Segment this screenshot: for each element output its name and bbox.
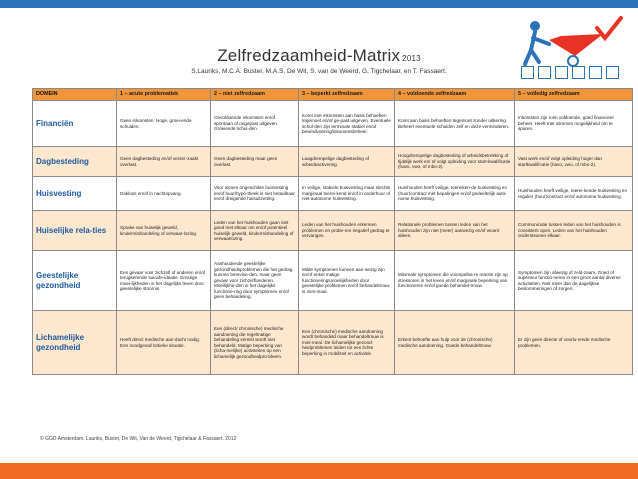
- cell: Geen dagbesteding en/of verzer-zaakt overlast.: [117, 147, 211, 177]
- col-header-4: 4 – voldoende zelfredzaam: [395, 89, 515, 101]
- col-header-2: 2 – niet zelfredzaam: [211, 89, 299, 101]
- page-title: [0, 46, 638, 66]
- cell: Hoogdrempelige dagbesteding of arbeidsbetrekking of tijdelijk werk en/ of volgt opleiding voor start-kwalificatie (havo, vwo, of mbo-2).: [395, 147, 515, 177]
- row-huiselijke-relaties: [33, 211, 633, 251]
- header-row: [33, 89, 633, 101]
- domain-label: Geestelijke gezondheid: [33, 251, 117, 311]
- cell: Communicatie tussen leden van het huishouden is consistent open. Leden van het huishouden ondersteunen elkaar.: [515, 211, 633, 251]
- cell: Een (direct/ chronische) medische aandoening die regelmatige behandeling vereist wordt niet behandeld. Matige beperking van (licha-melijke) activiteiten op een lichamelijk gezondheidpro-bleem.: [211, 311, 299, 375]
- cell: Vast werk en/of volgt opleiding hoger dan startkwalificatie (havo, vwo, of mbo-2).: [515, 147, 633, 177]
- cell: Voor wonen ongeschikte huisvesting en/of huur/hypo-theek is niet betaalbaar en/of dreigende huisuitzetting.: [211, 177, 299, 211]
- title-text: Zelfredzaamheid-Matrix: [217, 46, 401, 65]
- title-year: 2013: [402, 54, 421, 63]
- row-financien: [33, 101, 633, 147]
- cell: Relationele problemen tussen leden van het huishouden zijn niet (meer) aanwezig en/of woont alleen.: [395, 211, 515, 251]
- cell: Een gevaar voor zichzelf of anderen en/of terugkerende suicide-ideatie. Ernstige moei-lijkheden in het dagelijks leven door geestelijke stoornis.: [117, 251, 211, 311]
- cell: Leden van het huishouden gaan niet goed met elkaar om en/of potentieel huiselijk geweld, kindermishandeling of verwaarlozing.: [211, 211, 299, 251]
- domain-label: Dagbesteding: [33, 147, 117, 177]
- col-header-domain: DOMEIN: [33, 89, 117, 101]
- cell: Heeft direct medische aan-dacht nodig. Een noodgeval/ kritieke situatie.: [117, 311, 211, 375]
- row-lichamelijke-gezondheid: [33, 311, 633, 375]
- cell: Erkent behoefte aan hulp voor de (chronische) medische aandoening. Goede behandeltrouw.: [395, 311, 515, 375]
- col-header-3: 3 – beperkt zelfredzaam: [299, 89, 395, 101]
- col-header-5: 5 – volledig zelfredzaam: [515, 89, 633, 101]
- domain-label: Huisvesting: [33, 177, 117, 211]
- cell: Dakloos en/of in nachtopvang.: [117, 177, 211, 211]
- col-header-1: 1 – acute problematiek: [117, 89, 211, 101]
- copyright-footer: © GGD Amsterdam. Lauriks, Buster, De Wit, Van de Weerd, Tigchelaar & Fassaert. 2012: [40, 436, 237, 442]
- cell: Onvoldoende inkomsten en/of spontaan of ongepast uitgeven. Groeiende schul-den.: [211, 101, 299, 147]
- domain-label: Lichamelijke gezondheid: [33, 311, 117, 375]
- row-huisvesting: [33, 177, 633, 211]
- cell: In veilige, stabiele huisvesting maar slechts marginaal toerei-kend en/of in onderhuur of niet-autonome huisvesting.: [299, 177, 395, 211]
- domain-label: Financiën: [33, 101, 117, 147]
- cell: Een (chronische) medische aandoening wordt behandeld maar behandeltrouw is mini-meal. De lichamelijke gezond-heidproblemen leiden tot een lichte beperking in mobiliteit en activiteit.: [299, 311, 395, 375]
- authors-line: S.Lauriks, M.C.A. Buster, M.A.S. De Wit, S. van de Weerd, G. Tigchelaar, en T. Fassaert.: [191, 68, 447, 75]
- cell: Komt aan basis behoeften tegemoet zonder uitkering. Beheert eventuele schulden zelf en deze verminderen.: [395, 101, 515, 147]
- matrix-table: [32, 88, 633, 375]
- cell: Huishouden heeft veilige, toerei-kende huisvesting en regulier (huur)contract en/of autonome huisvesting.: [515, 177, 633, 211]
- cell: Komt met inkomsten aan basis behoeften tegemoet en/of ge-past uitgeven. Eventuele schul-den zijn terminale stabiel en/of bewindvoering/inkomensbeheer.: [299, 101, 395, 147]
- cell: Milde symptomen kunnen aan-wezig zijn en/of enkel matige functioneringsmoeilijkheden door geestelijke problemen en/of behandeltrouw is mini-maal.: [299, 251, 395, 311]
- cell: Aanhoudende geestelijke gezondheidsproblemen die het gedrag kunnen beïnvloe-den, maar geen gevaar voor zichzelf/anderen. Moeilijkhe-den in het dagelijks functione-ring door symptomen en/of geen behandeling.: [211, 251, 299, 311]
- cell: Geen inkomsten. Hoge, groei-ende schulden.: [117, 101, 211, 147]
- cell: Geen dagbesteding maar geen overlast.: [211, 147, 299, 177]
- cell: Er zijn geen directe of voorlu-rende medische problemen.: [515, 311, 633, 375]
- row-geestelijke-gezondheid: [33, 251, 633, 311]
- row-dagbesteding: [33, 147, 633, 177]
- bottom-accent-bar: [0, 463, 638, 479]
- cell: Inkomsten zijn ruim voldoende, goed financieel beheer. Heeft met inkomen mogelijkheid om te sparen.: [515, 101, 633, 147]
- cell: Leden van het huishouden erkennen problemen en probe-ren negatief gedrag te vervangen.: [299, 211, 395, 251]
- cell: Symptomen zijn afwezig of zeld-zaam. Goed of superieur functio-neren in een groot aantal diverse activiteiten. Niet meer dan de dagelijkse beslommeringen of zorgen.: [515, 251, 633, 311]
- top-accent-bar: [0, 0, 638, 8]
- cell: Huishouden heeft veilige, toereiken-de huisvesting en (huur)contract met bepalingen en/of gedeeltelijk auto-nome huisvesting.: [395, 177, 515, 211]
- cell: Sprake van huiselijk geweld, kindermishandeling of verwaar-lozing.: [117, 211, 211, 251]
- domain-label: Huiselijke rela-ties: [33, 211, 117, 251]
- cell: Laagdrempelige dagbesteding of arbeidsactivering.: [299, 147, 395, 177]
- cell: Minimale symptomen die voorspelba-re reactie zijn op stressoren in het leven en/of marginale beperking van functioneren en/of goede behandel-trouw.: [395, 251, 515, 311]
